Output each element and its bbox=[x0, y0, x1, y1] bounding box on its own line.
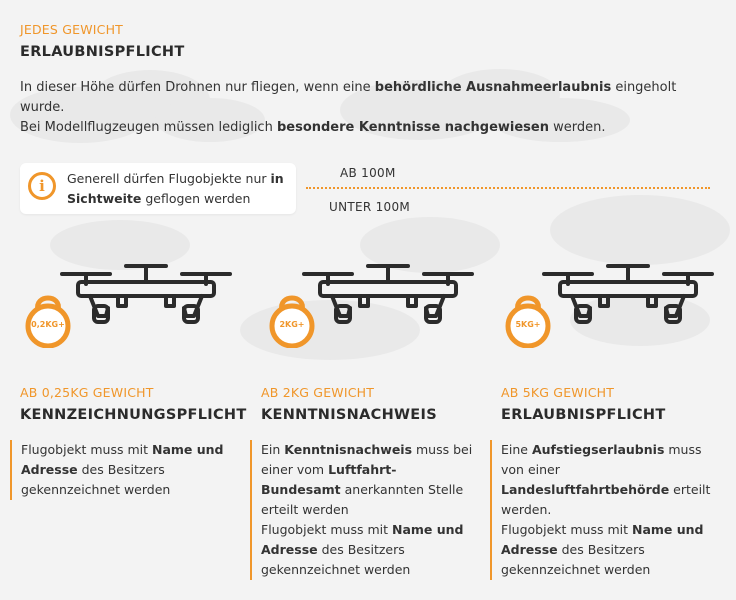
desc-text: anerkannten Stelle erteilt werden bbox=[261, 482, 464, 517]
info-box bbox=[20, 163, 296, 214]
kettlebell-icon bbox=[502, 290, 554, 348]
altitude-below-label: UNTER 100M bbox=[329, 200, 411, 214]
intro-text bbox=[20, 78, 720, 138]
desc-text: Ein bbox=[261, 442, 285, 457]
weight-label: 0,2KG+ bbox=[31, 320, 65, 329]
column-title: ERLAUBNISPFLICHT bbox=[501, 407, 666, 423]
desc-text: des Besitzers gekennzeichnet werden bbox=[501, 542, 651, 577]
drone-icon bbox=[538, 262, 718, 332]
column-title: KENNTNISNACHWEIS bbox=[261, 407, 437, 423]
info-text-part: geflogen werden bbox=[141, 191, 251, 206]
desc-text: erteilt werden. bbox=[501, 482, 711, 517]
weight-badge bbox=[266, 290, 318, 348]
desc-bold: Name und Adresse bbox=[21, 442, 224, 477]
drone-icon bbox=[56, 262, 236, 332]
top-eyebrow: JEDES GEWICHT bbox=[20, 22, 124, 37]
desc-bold: Luftfahrt-Bundesamt bbox=[261, 462, 397, 497]
kettlebell-icon bbox=[266, 290, 318, 348]
intro-bold: behördliche Ausnahmeerlaubnis bbox=[374, 80, 612, 95]
desc-text: Flugobjekt muss mit bbox=[21, 442, 152, 457]
column-eyebrow: AB 0,25KG GEWICHT bbox=[20, 385, 154, 400]
info-text bbox=[67, 169, 289, 209]
column-description bbox=[250, 520, 473, 580]
altitude-divider bbox=[306, 187, 710, 189]
column-eyebrow: AB 2KG GEWICHT bbox=[261, 385, 375, 400]
intro-line-1 bbox=[20, 78, 720, 118]
intro-text-part: werden. bbox=[549, 120, 606, 135]
info-text-part: Generell dürfen Flugobjekte nur bbox=[67, 171, 271, 186]
desc-bold: Kenntnisnachweis bbox=[284, 442, 413, 457]
desc-text: Flugobjekt muss mit bbox=[501, 522, 632, 537]
drone-icon bbox=[298, 262, 478, 332]
weight-label: 5KG+ bbox=[515, 320, 541, 329]
intro-text-part: eingeholt wurde. bbox=[20, 80, 677, 115]
column-eyebrow: AB 5KG GEWICHT bbox=[501, 385, 615, 400]
intro-text-part: In dieser Höhe dürfen Drohnen nur fliegen, wenn eine bbox=[20, 80, 375, 95]
weight-badge bbox=[22, 290, 74, 348]
desc-bold: Name und Adresse bbox=[261, 522, 464, 557]
desc-text: muss bei einer vom bbox=[261, 442, 473, 477]
top-title: ERLAUBNISPFLICHT bbox=[20, 44, 185, 60]
desc-text: Flugobjekt muss mit bbox=[261, 522, 392, 537]
column-title: KENNZEICHNUNGSPFLICHT bbox=[20, 407, 247, 423]
intro-bold: besondere Kenntnisse nachgewiesen bbox=[276, 120, 549, 135]
intro-line-2 bbox=[20, 118, 720, 138]
column-description bbox=[250, 440, 473, 520]
desc-text: muss von einer bbox=[501, 442, 702, 477]
info-icon: i bbox=[28, 172, 56, 200]
desc-text: Eine bbox=[501, 442, 532, 457]
desc-bold: Aufstiegserlaubnis bbox=[531, 442, 665, 457]
kettlebell-icon bbox=[22, 290, 74, 348]
desc-bold: Name und Adresse bbox=[501, 522, 704, 557]
info-bold: in Sichtweite bbox=[67, 171, 284, 206]
column-description bbox=[10, 440, 233, 500]
desc-text: des Besitzers gekennzeichnet werden bbox=[21, 462, 171, 497]
column-description bbox=[490, 520, 713, 580]
weight-label: 2KG+ bbox=[279, 320, 305, 329]
column-description bbox=[490, 440, 713, 520]
intro-text-part: Bei Modellflugzeugen müssen lediglich bbox=[20, 120, 277, 135]
desc-bold: Landesluftfahrtbehörde bbox=[501, 482, 670, 497]
desc-text: des Besitzers gekennzeichnet werden bbox=[261, 542, 411, 577]
weight-badge bbox=[502, 290, 554, 348]
altitude-above-label: AB 100M bbox=[340, 166, 396, 180]
